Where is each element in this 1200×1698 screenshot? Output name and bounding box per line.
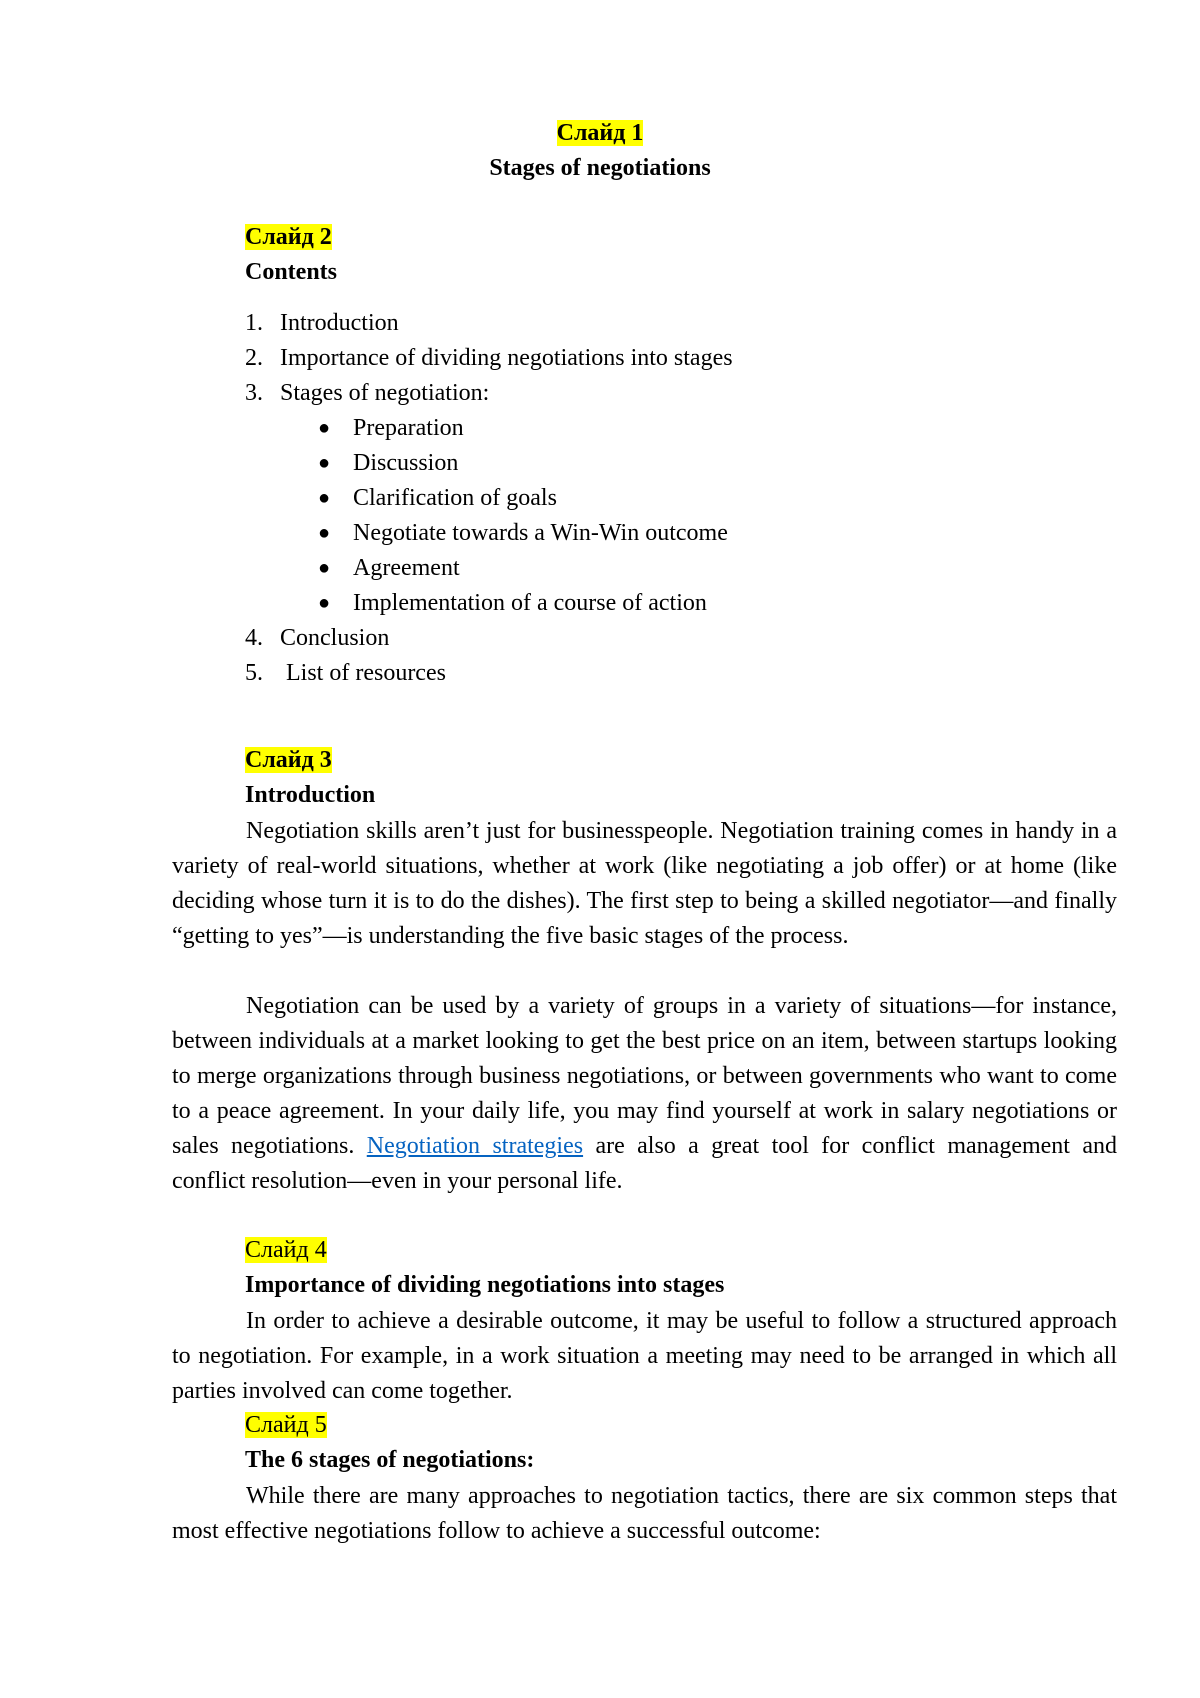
slide-4-label: Слайд 4 — [245, 1237, 327, 1263]
contents-subitem: Preparation — [353, 415, 464, 441]
importance-paragraph: In order to achieve a desirable outcome, it may be useful to follow a structured approach to negotiation. For example, in a work situation a meeting may need to be arranged in which all parties involved can come together. — [172, 1308, 1117, 1404]
slide-1-label-line — [0, 117, 1200, 149]
contents-number: 3. — [245, 380, 263, 406]
contents-item: Importance of dividing negotiations into stages — [280, 345, 733, 371]
contents-item: Stages of negotiation: — [280, 380, 490, 406]
bullet-icon: ● — [318, 487, 331, 509]
bullet-icon: ● — [318, 417, 331, 439]
contents-subitem: Clarification of goals — [353, 485, 557, 511]
paragraph-text: are also a great tool for conflict management and conflict resolution—even in your personal life. — [172, 1133, 1117, 1194]
contents-item: Conclusion — [280, 625, 390, 651]
contents-heading: Contents — [245, 259, 338, 285]
introduction-heading: Introduction — [245, 782, 376, 808]
contents-subitem: Agreement — [353, 555, 460, 581]
contents-subitem: Discussion — [353, 450, 459, 476]
slide-5-label-line — [245, 1409, 327, 1441]
contents-subitem: Negotiate towards a Win-Win outcome — [353, 520, 728, 546]
slide-4-label-line — [245, 1234, 327, 1266]
bullet-icon: ● — [318, 452, 331, 474]
importance-heading: Importance of dividing negotiations into stages — [245, 1272, 725, 1298]
contents-number: 5. — [245, 660, 263, 686]
slide-2-label-line — [245, 221, 332, 253]
contents-item: Introduction — [280, 310, 399, 336]
contents-number: 1. — [245, 310, 263, 336]
stages-heading: The 6 stages of negotiations: — [245, 1447, 535, 1473]
slide-3-label-line — [245, 744, 332, 776]
negotiation-strategies-link[interactable]: Negotiation strategies — [366, 1133, 584, 1159]
slide-3-label: Слайд 3 — [245, 747, 332, 773]
introduction-paragraph: Negotiation skills aren’t just for businesspeople. Negotiation training comes in handy in a variety of real-world situations, whether at work (like negotiating a job offer) or at home (like deciding whose turn it is to do the dishes). The first step to being a skilled negotiator—and finally “getting to yes”—is understanding the five basic stages of the process. — [172, 818, 1117, 949]
contents-subitem: Implementation of a course of action — [353, 590, 707, 616]
introduction-paragraph-2 — [172, 989, 1117, 1199]
bullet-icon: ● — [318, 522, 331, 544]
bullet-icon: ● — [318, 557, 331, 579]
document-title: Stages of negotiations — [489, 155, 711, 181]
slide-5-label: Слайд 5 — [245, 1412, 327, 1438]
contents-number: 2. — [245, 345, 263, 371]
stages-paragraph: While there are many approaches to negotiation tactics, there are six common steps that most effective negotiations follow to achieve a successful outcome: — [172, 1483, 1117, 1544]
bullet-icon: ● — [318, 592, 331, 614]
paragraph-text: Negotiation can be used by a variety of groups in a variety of situations—for instance, between individuals at a market looking to get the best price on an item, between startups looking to merge organizations through business negotiations, or between governments who want to come to a peace agreement. In your daily life, you may find yourself at work in salary negotiations or sales negotiations. — [172, 993, 1117, 1159]
slide-1-label: Слайд 1 — [556, 120, 644, 146]
contents-number: 4. — [245, 625, 263, 651]
contents-item: List of resources — [286, 660, 446, 686]
slide-2-label: Слайд 2 — [245, 224, 332, 250]
